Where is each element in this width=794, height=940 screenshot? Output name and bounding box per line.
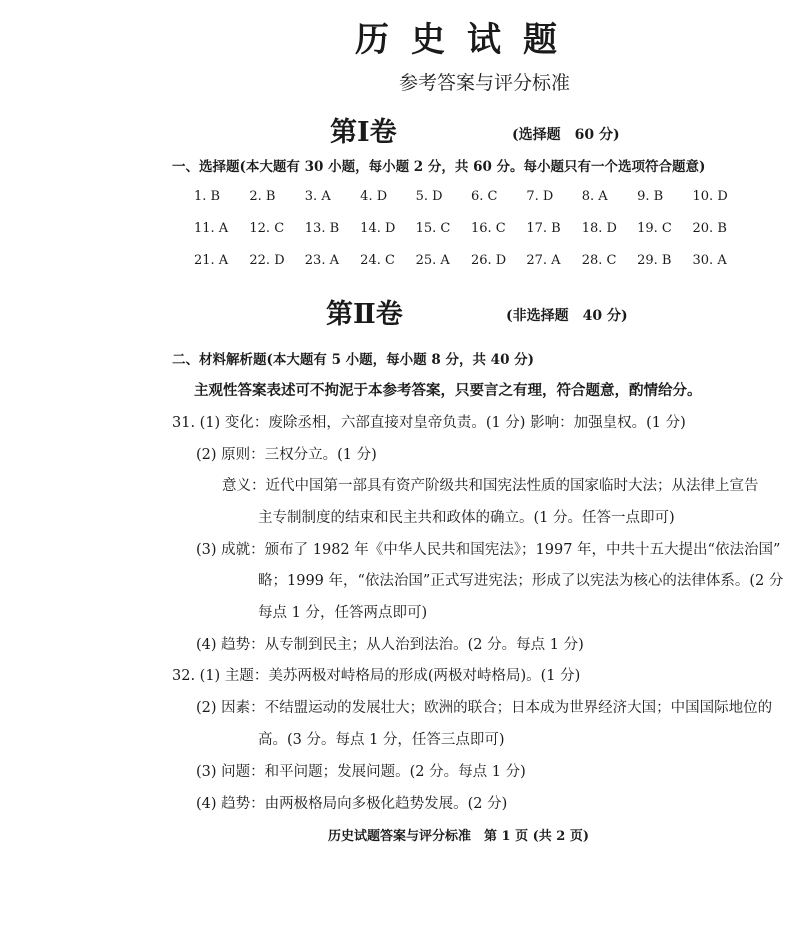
answer-row	[194, 189, 748, 204]
answer-item: 13. B	[304, 221, 340, 236]
answer-line: 主专制制度的结束和民主共和政体的确立。(1 分。任答一点即可)	[258, 510, 675, 526]
answer-line: (3) 问题：和平问题；发展问题。(2 分。每点 1 分)	[196, 764, 526, 780]
answer-item: 28. C	[581, 253, 617, 268]
page-subtitle: 参考答案与评分标准	[398, 72, 570, 94]
answer-item: 16. C	[470, 221, 506, 236]
volume1-heading: 第Ⅰ卷	[330, 117, 397, 148]
answer-item: 25. A	[415, 253, 450, 268]
section1-heading: 一、选择题(本大题有 30 小题，每小题 2 分，共 60 分。每小题只有一个选项符合题意)	[172, 159, 706, 175]
answer-item: 7. D	[526, 189, 554, 204]
answer-item: 26. D	[470, 253, 507, 268]
answer-item: 4. D	[360, 189, 388, 204]
answer-item: 6. C	[470, 189, 498, 204]
answer-line: 略；1999 年，“依法治国”正式写进宪法；形成了以宪法为核心的法律体系。(2 分	[258, 573, 784, 589]
answer-row	[194, 253, 748, 268]
volume1-note: (选择题 60 分)	[512, 127, 620, 143]
answer-line: 31. (1) 变化：废除丞相，六部直接对皇帝负责。(1 分) 影响：加强皇权。(1 分)	[172, 415, 686, 431]
grading-instruction: 主观性答案表述可不拘泥于本参考答案，只要言之有理，符合题意，酌情给分。	[194, 382, 702, 399]
answer-item: 19. C	[637, 221, 672, 236]
answer-item: 3. A	[304, 189, 331, 204]
answer-item: 14. D	[360, 221, 396, 236]
answer-item: 1. B	[194, 189, 221, 204]
answer-item: 20. B	[692, 221, 727, 236]
answer-item: 29. B	[637, 253, 672, 268]
answer-item: 27. A	[526, 253, 561, 268]
page-title: 历史试题	[355, 20, 579, 60]
answer-item: 23. A	[304, 253, 339, 268]
answer-line: (4) 趋势：从专制到民主；从人治到法治。(2 分。每点 1 分)	[196, 637, 584, 653]
volume2-note: (非选择题 40 分)	[506, 308, 628, 324]
page-footer: 历史试题答案与评分标准 第 1 页 (共 2 页)	[328, 829, 590, 844]
answer-item: 11. A	[194, 221, 229, 236]
volume2-heading: 第Ⅱ卷	[326, 299, 403, 330]
answer-item: 21. A	[194, 253, 229, 268]
answer-item: 17. B	[526, 221, 561, 236]
answer-line: 32. (1) 主题：美苏两极对峙格局的形成(两极对峙格局)。(1 分)	[172, 668, 581, 684]
answer-line: 每点 1 分，任答两点即可)	[258, 605, 428, 621]
answer-row	[194, 221, 748, 236]
answer-item: 18. D	[581, 221, 617, 236]
answer-item: 15. C	[415, 221, 451, 236]
answer-item: 9. B	[637, 189, 664, 204]
answer-item: 10. D	[692, 189, 728, 204]
answer-item: 24. C	[360, 253, 395, 268]
answer-line: (4) 趋势：由两极格局向多极化趋势发展。(2 分)	[196, 796, 508, 812]
answer-item: 30. A	[692, 253, 727, 268]
answer-item: 22. D	[249, 253, 285, 268]
answer-item: 2. B	[249, 189, 276, 204]
answer-item: 8. A	[581, 189, 608, 204]
section2-heading: 二、材料解析题(本大题有 5 小题，每小题 8 分，共 40 分)	[172, 352, 535, 368]
answer-item: 12. C	[249, 221, 285, 236]
answer-line: 高。(3 分。每点 1 分，任答三点即可)	[258, 732, 505, 748]
answer-line: (2) 因素：不结盟运动的发展壮大；欧洲的联合；日本成为世界经济大国；中国国际地位的	[196, 700, 773, 716]
answer-line: (2) 原则：三权分立。(1 分)	[196, 447, 377, 463]
answer-line: 意义：近代中国第一部具有资产阶级共和国宪法性质的国家临时大法；从法律上宣告	[222, 478, 759, 494]
answer-item: 5. D	[415, 189, 443, 204]
answer-line: (3) 成就：颁布了 1982 年《中华人民共和国宪法》；1997 年，中共十五大提出“依法治国”	[196, 542, 781, 558]
